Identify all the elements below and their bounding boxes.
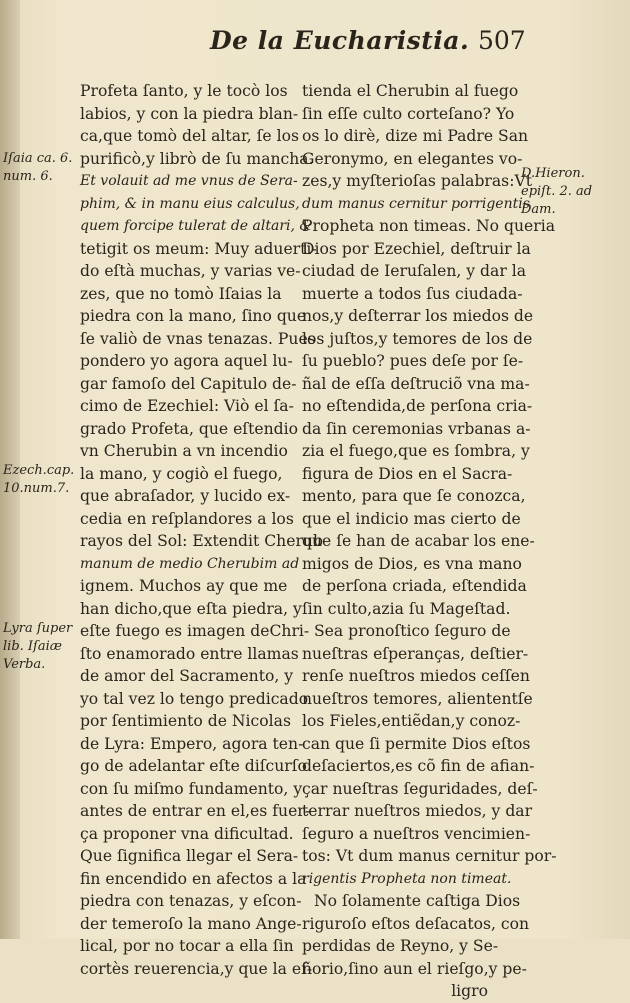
page-number: 507 bbox=[478, 26, 526, 55]
text-line: eſte fuego es imagen deChri- bbox=[80, 622, 310, 640]
text-line: mento, para que ſe conozca, bbox=[302, 487, 526, 505]
text-line: nueſtros temores, aliententſe bbox=[302, 689, 533, 708]
text-line: ſu pueblo? pues deſe por ſe- bbox=[302, 352, 524, 370]
text-line: la mano, y cogiò el fuego, bbox=[80, 464, 283, 483]
text-line: nos,y deſterrar los miedos de bbox=[302, 307, 534, 325]
text-line: vn Cherubin a vn incendio bbox=[80, 442, 288, 460]
margin-note-line: D.Hieron. bbox=[521, 166, 585, 181]
text-line: rigentis Propheta non timeat. bbox=[302, 870, 512, 887]
text-line: ca,que tomò del altar, ſe los bbox=[80, 127, 299, 145]
text-line: ñal de eſſa deſtruciõ vna ma- bbox=[302, 374, 530, 393]
text-line: zia el fuego,que es ſombra, y bbox=[302, 442, 530, 460]
margin-note-line: epiſt. 2. ad bbox=[521, 184, 593, 199]
text-line: lical, por no tocar a ella ſin bbox=[80, 937, 294, 955]
running-title: De la Eucharistia. bbox=[210, 26, 470, 55]
text-line: gar famoſo del Capitulo de- bbox=[80, 374, 297, 393]
text-line: que el indicio mas cierto de bbox=[302, 509, 521, 528]
margin-note-line: 10.num.7. bbox=[3, 481, 70, 496]
text-line: tetigit os meum: Muy aduerti- bbox=[80, 239, 317, 258]
text-line: ſin culto,azia ſu Mageſtad. bbox=[302, 599, 511, 618]
text-line: antes de entrar en el,es fuer- bbox=[80, 802, 311, 820]
text-line: por ſentimiento de Nicolas bbox=[80, 712, 291, 730]
text-line: Que ſignifica llegar el Sera- bbox=[80, 847, 299, 865]
text-line: piedra con tenazas, y eſcon- bbox=[80, 892, 302, 910]
text-line: ſeguro a nueſtros vencimien- bbox=[302, 824, 531, 843]
text-line: perdidas de Reyno, y Se- bbox=[302, 937, 499, 955]
text-line: no eſtendida,de perſona cria- bbox=[302, 397, 533, 415]
left-text-column bbox=[80, 80, 323, 980]
text-line: ſe valiò de vnas tenazas. Pues bbox=[80, 329, 316, 348]
margin-note-ezechiel bbox=[3, 462, 74, 498]
text-line: fin encendido en afectos a la bbox=[80, 869, 307, 888]
text-line: Geronymo, en elegantes vo- bbox=[302, 149, 523, 168]
text-line: Dios por Ezechiel, deſtruir la bbox=[302, 239, 531, 258]
text-line: grado Profeta, que eſtendio bbox=[80, 419, 298, 438]
text-line: pondero yo agora aquel lu- bbox=[80, 352, 293, 370]
text-line: Sea pronoſtico ſeguro de bbox=[314, 622, 511, 640]
text-line: piedra con la mano, ſino que bbox=[80, 307, 307, 325]
text-line: ignem. Muchos ay que me bbox=[80, 577, 288, 595]
text-line: Profeta ſanto, y le tocò los bbox=[80, 82, 288, 100]
margin-note-line: Lyra ſuper bbox=[3, 621, 73, 636]
text-line: cimo de Ezechiel: Viò el ſa- bbox=[80, 397, 294, 415]
margin-note-hieronymus bbox=[521, 165, 592, 219]
text-line: ciudad de Ieruſalen, y dar la bbox=[302, 262, 527, 280]
text-line: tienda el Cherubin al fuego bbox=[302, 82, 519, 100]
page-header bbox=[0, 24, 630, 64]
text-line: phim, & in manu eius calculus, bbox=[80, 195, 300, 212]
text-line: han dicho,que eſta piedra, y bbox=[80, 599, 302, 618]
margin-note-line: num. 6. bbox=[3, 169, 53, 184]
text-line: deſaciertos,es cõ fin de afian- bbox=[302, 757, 535, 775]
margin-note-line: Iſaia ca. 6. bbox=[3, 151, 73, 166]
text-line: purificò,y librò de ſu mancha. bbox=[80, 149, 314, 168]
margin-note-lyra bbox=[3, 620, 72, 674]
text-line: cedia en reſplandores a los bbox=[80, 509, 294, 528]
text-line: manum de medio Cherubim ad bbox=[80, 555, 300, 572]
text-line: zes, que no tomò Iſaias la bbox=[80, 284, 282, 303]
text-line: zes,y myſterioſas palabras:Vt bbox=[302, 172, 532, 190]
text-line: der temeroſo la mano Ange- bbox=[80, 914, 302, 933]
text-line: rayos del Sol: Extendit Cherub bbox=[80, 532, 323, 550]
text-line: ſin eſſe culto corteſano? Yo bbox=[302, 104, 515, 123]
margin-note-isaias bbox=[3, 150, 72, 186]
text-line: los Fieles,entiẽdan,y conoz- bbox=[302, 712, 521, 730]
text-line: riguroſo eſtos deſacatos, con bbox=[302, 914, 530, 933]
text-line: que ſe han de acabar los ene- bbox=[302, 532, 535, 550]
text-line: muerte a todos ſus ciudada- bbox=[302, 284, 523, 303]
text-line: ſto enamorado entre llamas bbox=[80, 644, 299, 663]
margin-note-line: Verba. bbox=[3, 657, 46, 672]
text-line: renſe nueſtros miedos ceſſen bbox=[302, 667, 530, 685]
margin-note-line: Ezech.cap. bbox=[3, 463, 75, 478]
text-line: terrar nueſtros miedos, y dar bbox=[302, 802, 533, 820]
text-line: ligro bbox=[451, 982, 488, 1000]
text-line: labios, y con la piedra blan- bbox=[80, 104, 299, 123]
text-line: No ſolamente caſtiga Dios bbox=[314, 892, 521, 910]
text-line: ñorio,ſino aun el rieſgo,y pe- bbox=[302, 959, 527, 978]
text-line: nueſtras eſperanças, deſtier- bbox=[302, 644, 529, 663]
text-line: os lo dirè, dize mi Padre San bbox=[302, 127, 529, 145]
text-line: dum manus cernitur porrigentis bbox=[302, 195, 530, 212]
text-line: ça proponer vna dificultad. bbox=[80, 824, 294, 843]
text-line: can que ſi permite Dios eſtos bbox=[302, 734, 531, 753]
margin-note-line: lib. Iſaiæ bbox=[3, 639, 62, 654]
text-line: çar nueſtras ſeguridades, deſ- bbox=[302, 779, 538, 798]
text-line: tos: Vt dum manus cernitur por- bbox=[302, 847, 557, 865]
text-line: cortès reuerencia,y que la eſ- bbox=[80, 959, 313, 978]
text-line: Et volauit ad me vnus de Sera- bbox=[80, 173, 298, 189]
text-line: migos de Dios, es vna mano bbox=[302, 554, 522, 573]
text-line: figura de Dios en el Sacra- bbox=[302, 464, 513, 483]
text-line: de perſona criada, eſtendida bbox=[302, 577, 527, 595]
text-line: do eſtà muchas, y varias ve- bbox=[80, 262, 301, 280]
text-line: los juſtos,y temores de los de bbox=[302, 329, 533, 348]
text-line: Propheta non timeas. No queria bbox=[302, 217, 556, 235]
text-line: de Lyra: Empero, agora ten- bbox=[80, 734, 304, 753]
text-line: que abraſador, y lucido ex- bbox=[80, 487, 291, 505]
margin-note-line: Dam. bbox=[521, 202, 556, 217]
text-line: da ſin ceremonias vrbanas a- bbox=[302, 419, 531, 438]
text-line: de amor del Sacramento, y bbox=[80, 667, 294, 685]
text-line: go de adelantar eſte diſcurſo bbox=[80, 757, 307, 775]
text-line: yo tal vez lo tengo predicado bbox=[80, 689, 309, 708]
text-line: con ſu miſmo fundamento, y bbox=[80, 779, 303, 798]
text-line: quem forcipe tulerat de altari, & bbox=[80, 218, 312, 234]
